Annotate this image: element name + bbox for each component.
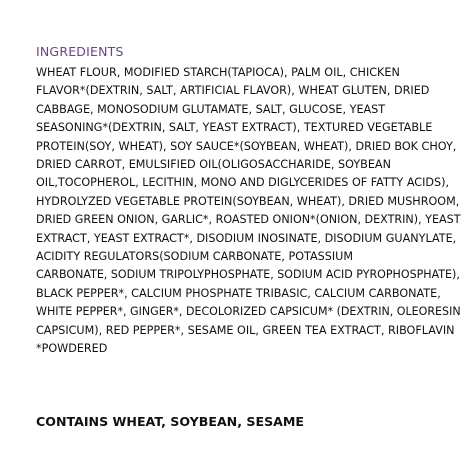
ingredients-heading: INGREDIENTS <box>36 44 124 59</box>
ingredients-line: EXTRACT, YEAST EXTRACT*, DISODIUM INOSINATE, DISODIUM GUANYLATE, <box>36 231 457 245</box>
ingredients-line: WHEAT FLOUR, MODIFIED STARCH(TAPIOCA), PALM OIL, CHICKEN <box>36 66 400 79</box>
ingredients-line: CABBAGE, MONOSODIUM GLUTAMATE, SALT, GLUCOSE, YEAST <box>36 102 386 116</box>
ingredients-line: *POWDERED <box>36 342 108 356</box>
ingredients-line: SEASONING*(DEXTRIN, SALT, YEAST EXTRACT), TEXTURED VEGETABLE <box>36 121 433 135</box>
ingredients-line: HYDROLYZED VEGETABLE PROTEIN(SOYBEAN, WHEAT), DRIED MUSHROOM, <box>36 194 460 208</box>
ingredients-line: BLACK PEPPER*, CALCIUM PHOSPHATE TRIBASIC, CALCIUM CARBONATE, <box>36 286 441 300</box>
ingredients-line: OIL,TOCOPHEROL, LECITHIN, MONO AND DIGLYCERIDES OF FATTY ACIDS), <box>36 176 450 190</box>
ingredients-line: DRIED CARROT, EMULSIFIED OIL(OLIGOSACCHARIDE, SOYBEAN <box>36 158 391 172</box>
ingredients-line: CARBONATE, SODIUM TRIPOLYPHOSPHATE, SODIUM ACID PYROPHOSPHATE), <box>36 268 460 282</box>
ingredients-list <box>36 64 460 359</box>
ingredients-line: ACIDITY REGULATORS(SODIUM CARBONATE, POTASSIUM <box>36 250 353 264</box>
ingredients-line: WHITE PEPPER*, GINGER*, DECOLORIZED CAPSICUM* (DEXTRIN, OLEORESIN <box>36 305 461 319</box>
ingredients-line: CAPSICUM), RED PEPPER*, SESAME OIL, GREEN TEA EXTRACT, RIBOFLAVIN <box>36 323 455 337</box>
ingredients-line: PROTEIN(SOY, WHEAT), SOY SAUCE*(SOYBEAN, WHEAT), DRIED BOK CHOY, <box>36 139 457 153</box>
ingredients-line: FLAVOR*(DEXTRIN, SALT, ARTIFICIAL FLAVOR), WHEAT GLUTEN, DRIED <box>36 84 430 98</box>
ingredients-line: DRIED GREEN ONION, GARLIC*, ROASTED ONION*(ONION, DEXTRIN), YEAST <box>36 213 461 227</box>
allergen-statement: CONTAINS WHEAT, SOYBEAN, SESAME <box>36 414 305 429</box>
